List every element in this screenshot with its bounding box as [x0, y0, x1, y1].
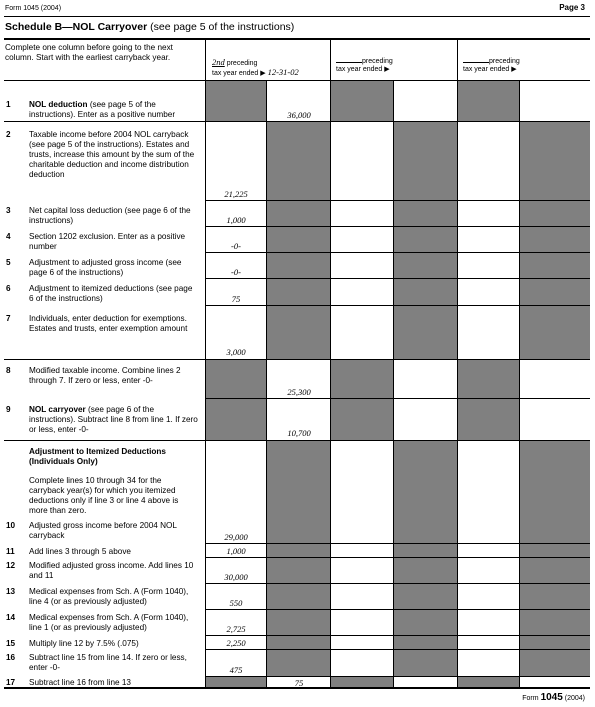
line-7-value[interactable]: 3,000 — [226, 347, 246, 357]
col1-ordinal: 2nd — [212, 57, 225, 67]
line-6-label: Adjustment to itemized deductions (see page 6 of the instructions) — [29, 284, 193, 303]
line-number: 14 — [6, 613, 16, 622]
schedule-title — [5, 21, 294, 33]
line-11-label: Add lines 3 through 5 above — [29, 547, 131, 556]
line-2-label: Taxable income before 2004 NOL carryback (see page 5 of the instructions). Estates and trusts, increase this amount by the sum of the charitable deduction and income distribution deduction — [29, 130, 195, 179]
line-4-label: Section 1202 exclusion. Enter as a positive number — [29, 232, 186, 251]
line-9-label — [29, 405, 199, 435]
line-11-value[interactable]: 1,000 — [226, 546, 246, 556]
line-5-value[interactable]: -0- — [231, 267, 241, 277]
line-3-label: Net capital loss deduction (see page 6 of the instructions) — [29, 206, 191, 225]
line-number: 11 — [6, 547, 15, 556]
line-number: 7 — [6, 314, 11, 323]
line-16-value[interactable]: 475 — [229, 665, 243, 675]
line-9-value[interactable]: 10,700 — [287, 428, 311, 438]
line-number: 16 — [6, 653, 16, 662]
line-number: 2 — [6, 130, 11, 139]
line-6-value[interactable]: 75 — [231, 294, 241, 304]
line-13-value[interactable]: 550 — [229, 598, 243, 608]
line-number: 8 — [6, 366, 11, 375]
line-number: 4 — [6, 232, 11, 241]
schedule-title-rest: (see page 5 of the instructions) — [150, 21, 295, 33]
line-14-label: Medical expenses from Sch. A (Form 1040), line 1 (or as previously adjusted) — [29, 613, 189, 632]
line-3-value[interactable]: 1,000 — [226, 215, 246, 225]
form-label: Form 1045 (2004) — [5, 5, 62, 12]
col3-sub: tax year ended ▶ — [463, 66, 517, 73]
line-4-value[interactable]: -0- — [231, 241, 241, 251]
line-17-value[interactable]: 75 — [294, 678, 304, 688]
line-number: 17 — [6, 678, 16, 687]
footer-form-number: 1045 — [540, 692, 563, 703]
line-1-label — [29, 100, 199, 120]
line-number: 12 — [6, 561, 16, 570]
line-14-value[interactable]: 2,725 — [226, 624, 246, 634]
footer-form-word: Form — [522, 695, 539, 702]
line-8-value[interactable]: 25,300 — [287, 387, 311, 397]
line-12-value[interactable]: 30,000 — [224, 572, 248, 582]
page-label: Page 3 — [559, 3, 585, 12]
line-10-value[interactable]: 29,000 — [224, 532, 248, 542]
line-number: 3 — [6, 206, 11, 215]
line-9-text: (see page 6 of the instructions). Subtract line 8 from line 1. If zero or less, enter -0- — [29, 405, 198, 434]
line-13-label: Medical expenses from Sch. A (Form 1040), line 4 (or as previously adjusted) — [29, 587, 189, 606]
line-number: 13 — [6, 587, 16, 596]
col2-label: preceding — [362, 58, 393, 65]
line-15-label: Multiply line 12 by 7.5% (.075) — [29, 639, 139, 648]
line-number: 10 — [6, 521, 16, 530]
line-7-label: Individuals, enter deduction for exemptions. Estates and trusts, enter exemption amount — [29, 314, 188, 333]
col2-sub: tax year ended ▶ — [336, 66, 390, 73]
col1-date: 12-31-02 — [267, 67, 299, 77]
col3-label: preceding — [489, 58, 520, 65]
line-9-bold: NOL carryover — [29, 405, 86, 414]
line-5-label: Adjustment to adjusted gross income (see page 6 of the instructions) — [29, 258, 182, 277]
section-title: Adjustment to Itemized Deductions (Individuals Only) — [29, 447, 166, 466]
line-number: 9 — [6, 405, 11, 414]
line-2-value[interactable]: 21,225 — [224, 189, 248, 199]
col1-label: preceding — [226, 60, 258, 67]
line-8-label: Modified taxable income. Combine lines 2 through 7. If zero or less, enter -0- — [29, 366, 181, 385]
line-1-text: (see page 5 of the instructions). Enter as a positive number — [29, 100, 176, 119]
col1-sub: tax year ended ▶ — [212, 70, 266, 77]
line-number: 5 — [6, 258, 11, 267]
footer-form-label — [522, 692, 585, 703]
line-10-label: Adjusted gross income before 2004 NOL carryback — [29, 521, 177, 540]
line-number: 6 — [6, 284, 11, 293]
line-1-value[interactable]: 36,000 — [287, 110, 311, 120]
line-number: 1 — [6, 100, 11, 109]
column-heading-1 — [212, 58, 332, 78]
line-16-label: Subtract line 15 from line 14. If zero or less, enter -0- — [29, 653, 187, 672]
column-heading-2 — [336, 58, 451, 74]
line-15-value[interactable]: 2,250 — [226, 638, 246, 648]
line-1-bold: NOL deduction — [29, 100, 88, 109]
line-12-label: Modified adjusted gross income. Add lines 10 and 11 — [29, 561, 194, 580]
line-17-label: Subtract line 16 from line 13 — [29, 678, 131, 687]
column-heading-3 — [463, 58, 583, 74]
section-instruction: Complete lines 10 through 34 for the carryback year(s) for which you itemized deductions only if line 3 or line 4 above is more than zero. — [29, 476, 179, 515]
column-instruction: Complete one column before going to the next column. Start with the earliest carryback year. — [5, 43, 173, 62]
schedule-title-bold: Schedule B—NOL Carryover — [5, 21, 148, 33]
footer-form-year: (2004) — [564, 695, 585, 702]
line-number: 15 — [6, 639, 16, 648]
